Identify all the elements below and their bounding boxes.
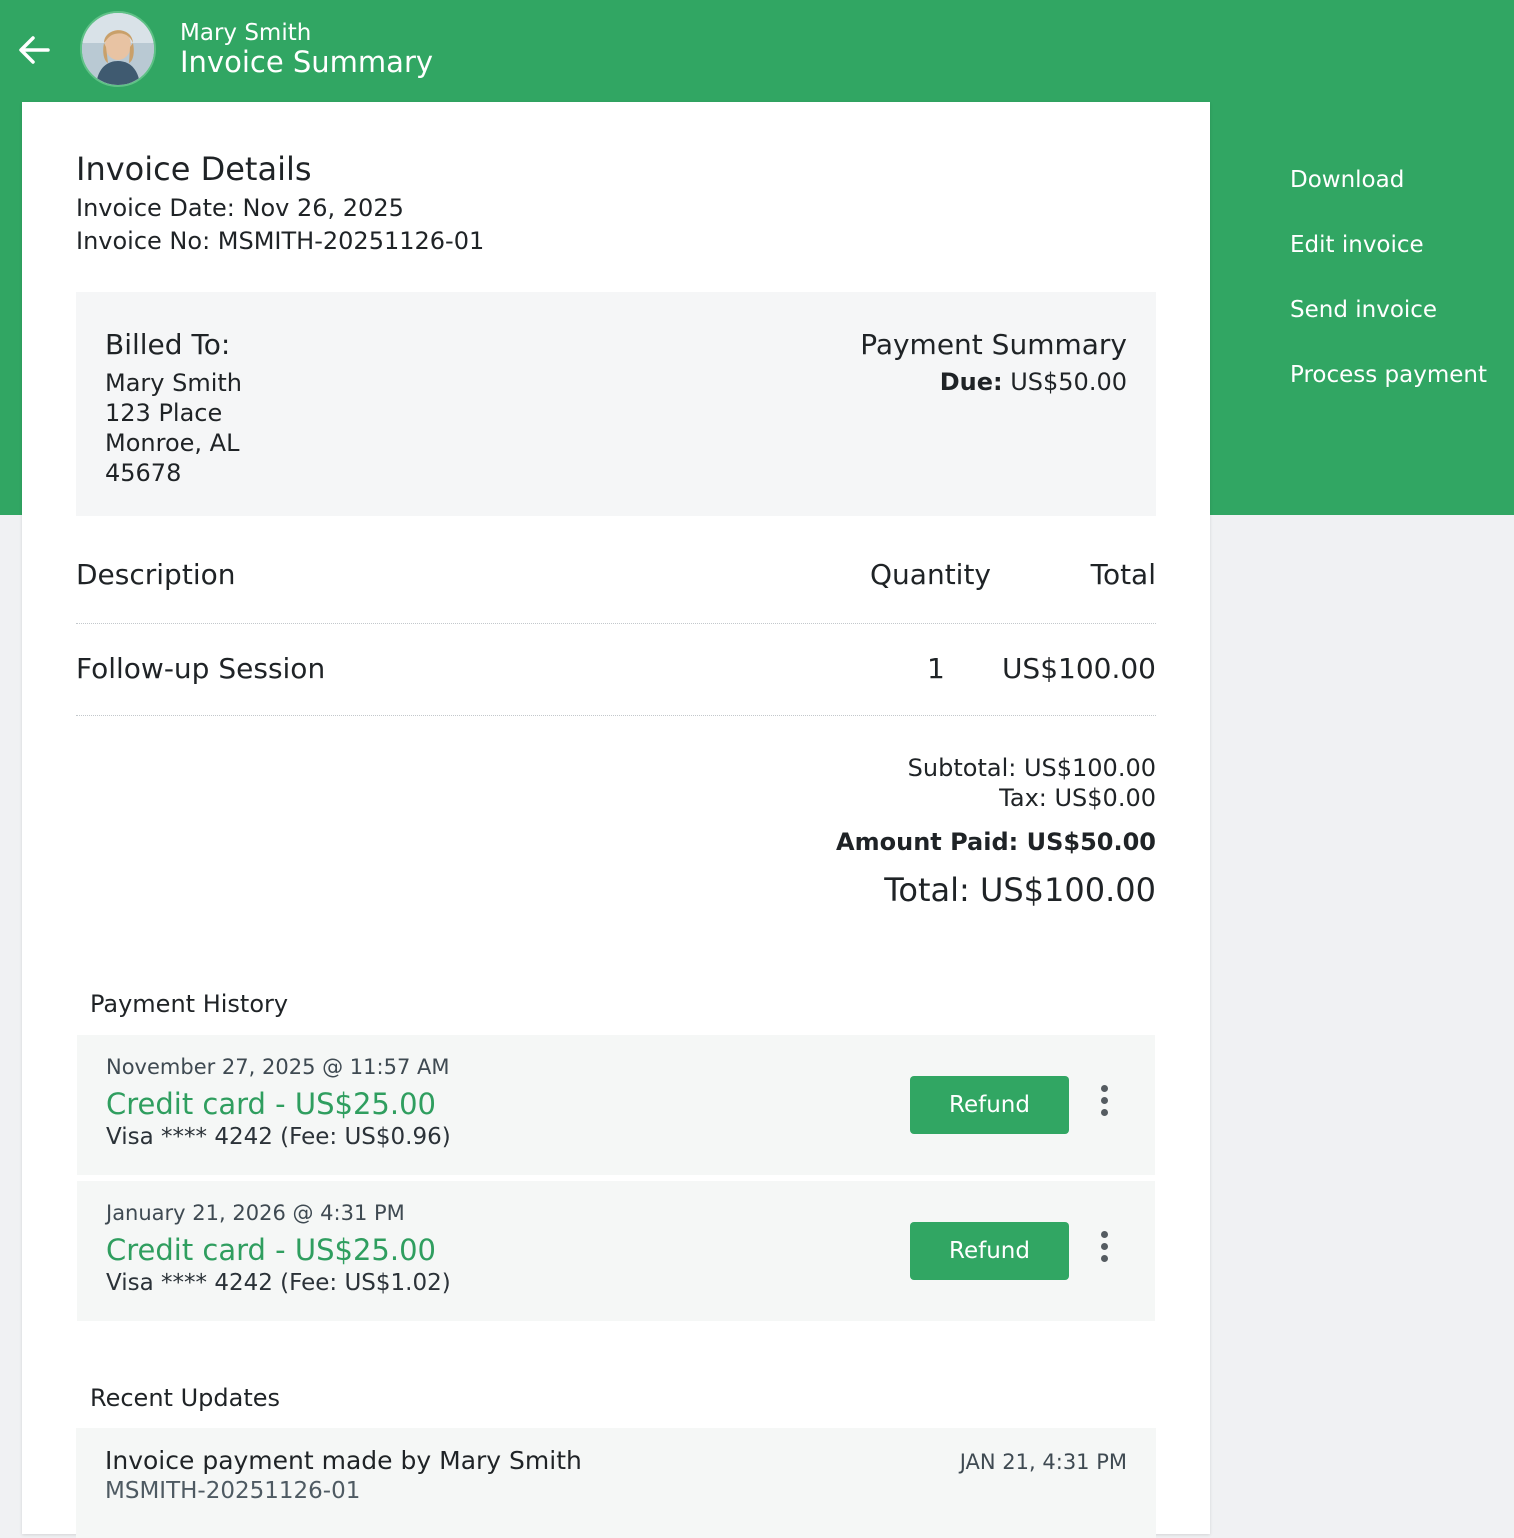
- back-arrow-icon[interactable]: [14, 30, 54, 70]
- line-item-total: US$100.00: [1001, 652, 1156, 685]
- update-title: Invoice payment made by Mary Smith: [105, 1446, 582, 1475]
- invoice-date: Invoice Date: Nov 26, 2025: [76, 194, 404, 222]
- payment-date: November 27, 2025 @ 11:57 AM: [106, 1055, 450, 1079]
- billed-name: Mary Smith: [105, 369, 243, 397]
- billed-street: 123 Place: [105, 399, 223, 427]
- invoice-details-title: Invoice Details: [76, 150, 312, 188]
- page-title: Invoice Summary: [180, 45, 434, 79]
- edit-invoice-link[interactable]: Edit invoice: [1290, 232, 1424, 258]
- app-header: [0, 0, 1514, 100]
- amount-due: [940, 368, 1127, 396]
- amount-paid: Amount Paid: US$50.00: [836, 828, 1156, 856]
- column-header-description: Description: [76, 558, 236, 591]
- table-divider: [76, 715, 1156, 716]
- refund-button[interactable]: Refund: [910, 1222, 1069, 1280]
- payment-amount: Credit card - US$25.00: [106, 1233, 436, 1267]
- update-timestamp: JAN 21, 4:31 PM: [959, 1450, 1127, 1474]
- billed-zip: 45678: [105, 459, 182, 487]
- invoice-card: [22, 102, 1210, 1534]
- recent-update-item: [76, 1428, 1156, 1538]
- invoice-number: Invoice No: MSMITH-20251126-01: [76, 227, 485, 255]
- billing-summary-box: [76, 292, 1156, 516]
- payment-history-item: [77, 1035, 1155, 1175]
- payment-date: January 21, 2026 @ 4:31 PM: [106, 1201, 405, 1225]
- more-vertical-icon[interactable]: [1089, 1085, 1119, 1125]
- refund-button[interactable]: Refund: [910, 1076, 1069, 1134]
- payment-history-title: Payment History: [90, 990, 289, 1018]
- download-link[interactable]: Download: [1290, 167, 1405, 193]
- payment-history-item: [77, 1181, 1155, 1321]
- avatar: [80, 11, 156, 87]
- grand-total: Total: US$100.00: [884, 871, 1156, 909]
- billed-to-heading: Billed To:: [105, 328, 231, 361]
- tax: Tax: US$0.00: [999, 784, 1156, 812]
- recent-updates-title: Recent Updates: [90, 1384, 280, 1412]
- line-item-quantity: 1: [927, 652, 945, 685]
- due-value: US$50.00: [1010, 368, 1127, 396]
- update-invoice-number: MSMITH-20251126-01: [105, 1478, 361, 1504]
- send-invoice-link[interactable]: Send invoice: [1290, 297, 1438, 323]
- payment-detail: Visa **** 4242 (Fee: US$0.96): [106, 1124, 451, 1150]
- table-divider: [76, 623, 1156, 624]
- column-header-total: Total: [1090, 558, 1156, 591]
- line-item-description: Follow-up Session: [76, 652, 326, 685]
- side-action-menu: [1290, 162, 1510, 422]
- billed-city: Monroe, AL: [105, 429, 240, 457]
- payment-detail: Visa **** 4242 (Fee: US$1.02): [106, 1270, 451, 1296]
- payment-amount: Credit card - US$25.00: [106, 1087, 436, 1121]
- column-header-quantity: Quantity: [870, 558, 991, 591]
- due-label: Due:: [939, 368, 1003, 396]
- payment-summary-heading: Payment Summary: [860, 328, 1127, 361]
- more-vertical-icon[interactable]: [1089, 1231, 1119, 1271]
- patient-name: Mary Smith: [180, 20, 312, 46]
- process-payment-link[interactable]: Process payment: [1290, 362, 1488, 388]
- subtotal: Subtotal: US$100.00: [907, 754, 1156, 782]
